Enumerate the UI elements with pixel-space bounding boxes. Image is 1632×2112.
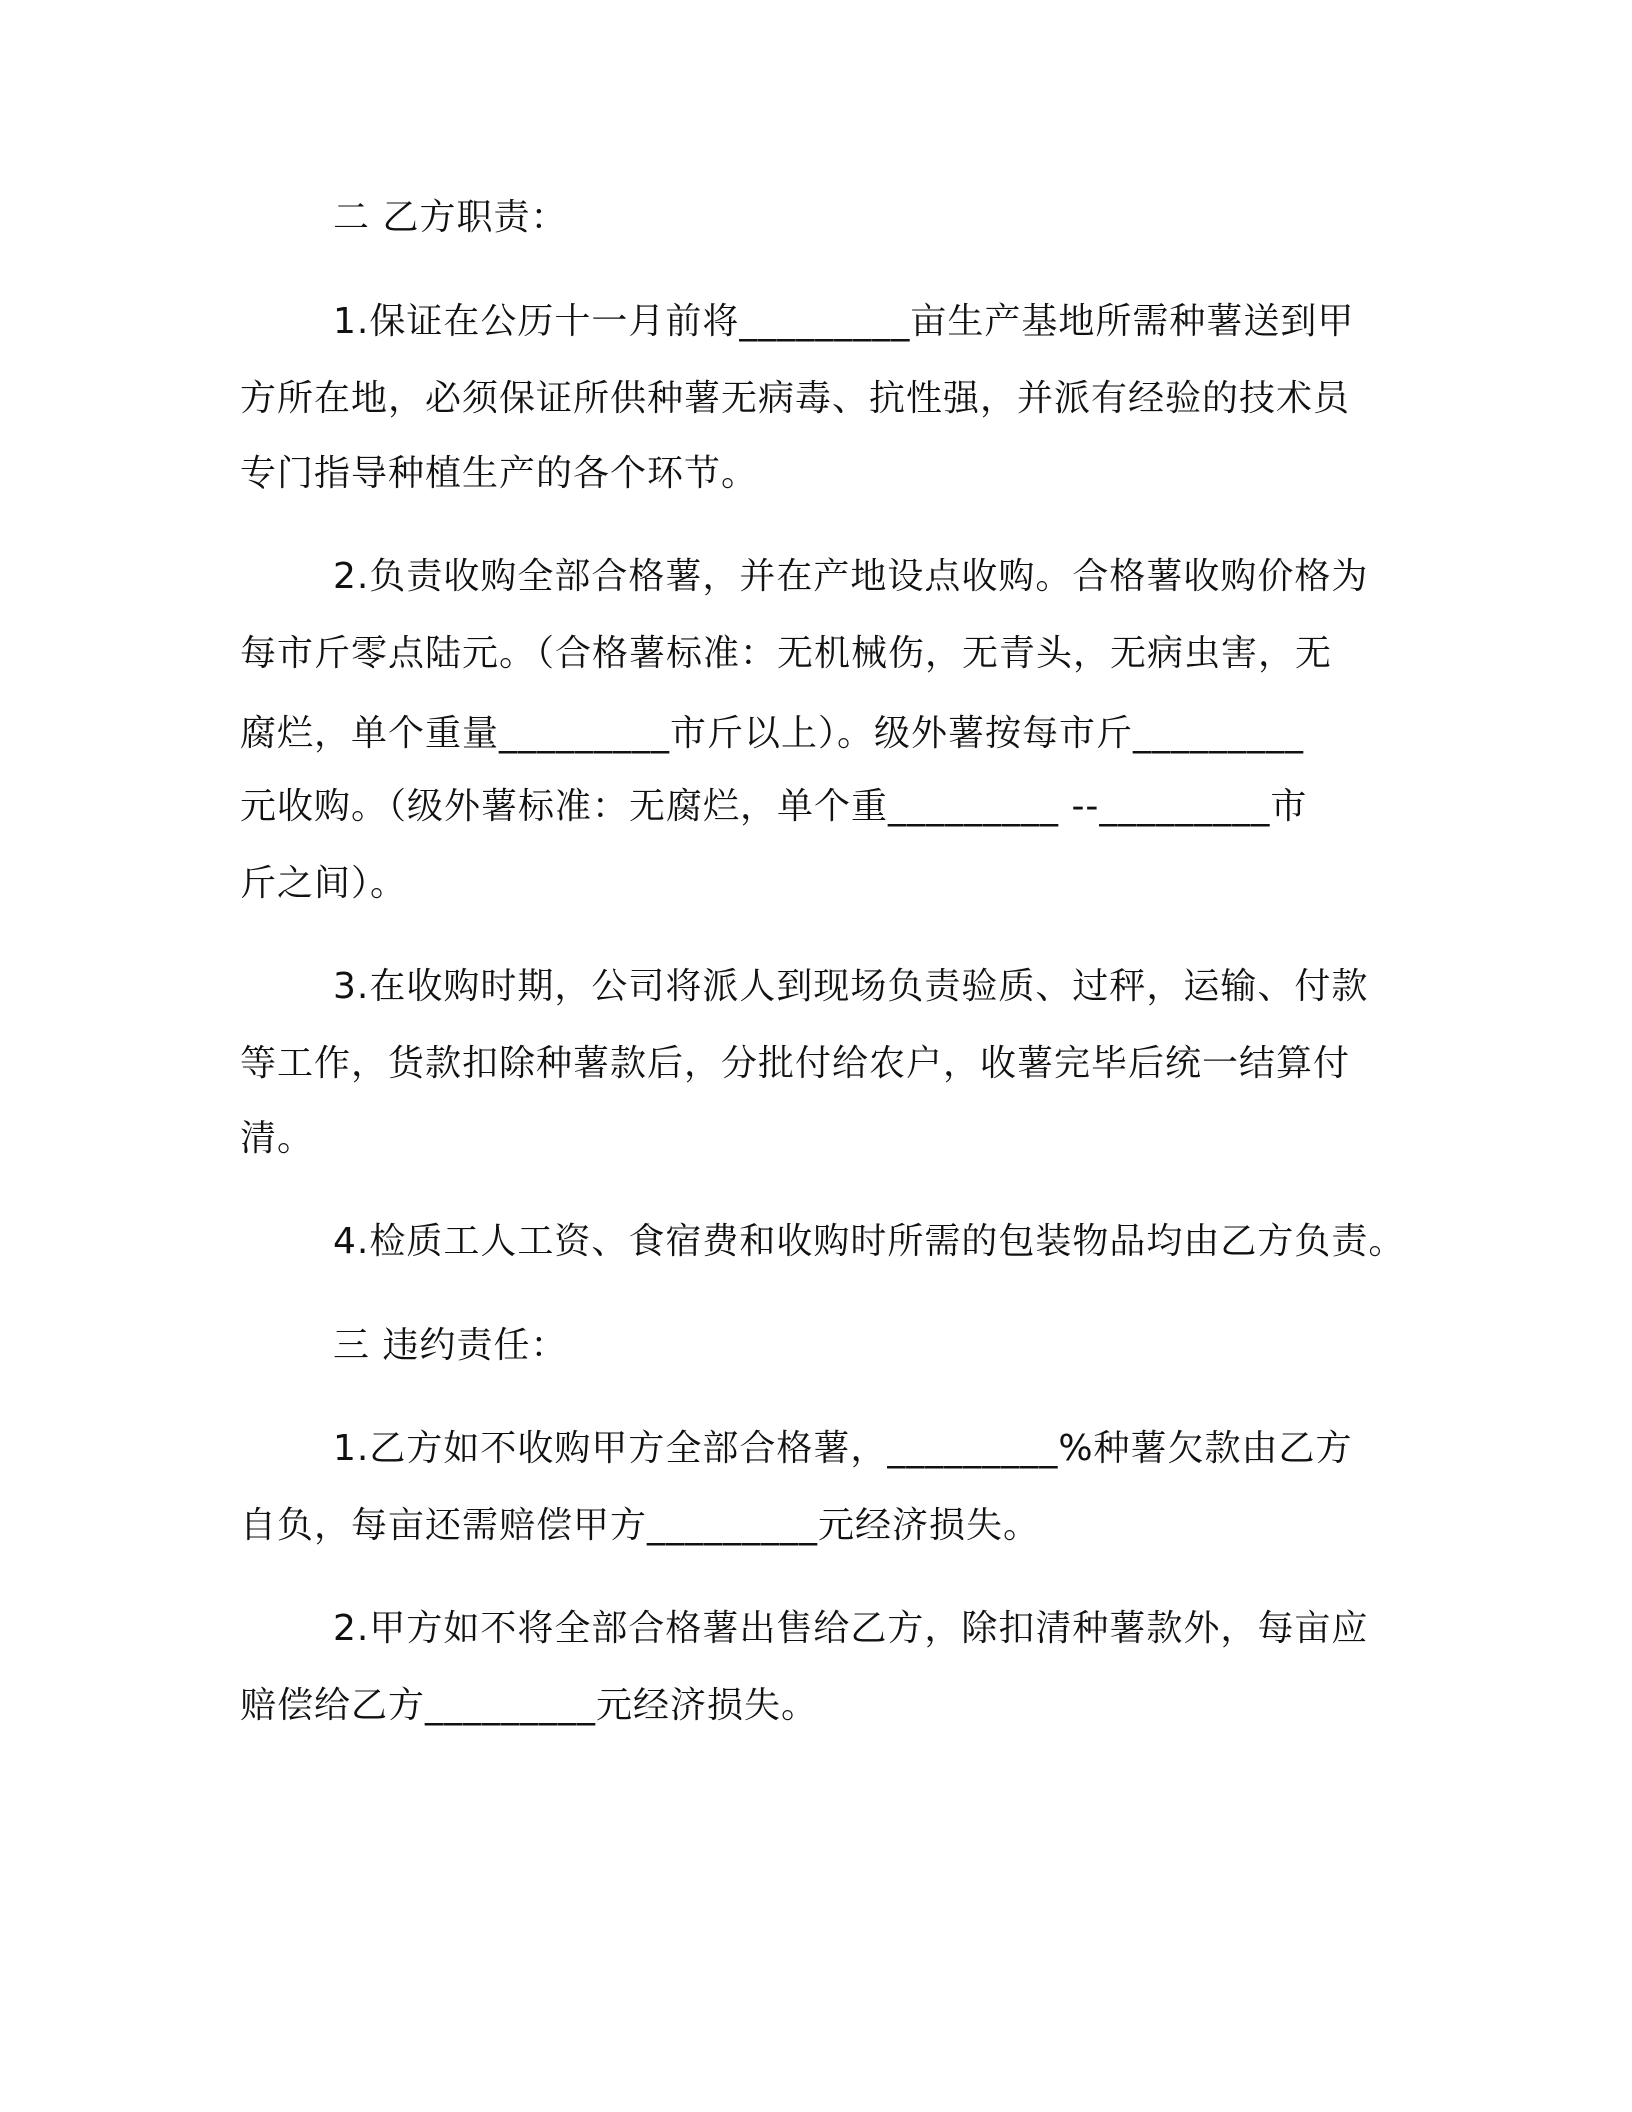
clause-2-line-3: 腐烂，单个重量_________市斤以上）。级外薯按每市斤_________ xyxy=(240,713,1305,754)
clause-2-line-1: 2.负责收购全部合格薯，并在产地设点收购。合格薯收购价格为 xyxy=(333,556,1369,597)
clause-1-line-1: 1.保证在公历十一月前将_________亩生产基地所需种薯送到甲 xyxy=(333,301,1355,342)
breach-clause-1-line-1: 1.乙方如不收购甲方全部合格薯，_________%种薯欠款由乙方 xyxy=(333,1428,1353,1469)
breach-clause-2-line-2: 赔偿给乙方_________元经济损失。 xyxy=(240,1685,819,1726)
clause-1-line-2: 方所在地，必须保证所供种薯无病毒、抗性强，并派有经验的技术员 xyxy=(240,378,1351,419)
clause-3-line-2: 等工作，货款扣除种薯款后，分批付给农户，收薯完毕后统一结算付 xyxy=(240,1043,1351,1084)
clause-2-line-2: 每市斤零点陆元。（合格薯标准：无机械伤，无青头，无病虫害，无 xyxy=(240,633,1333,674)
clause-1-line-3: 专门指导种植生产的各个环节。 xyxy=(240,453,759,494)
clause-3-line-3: 清。 xyxy=(240,1118,315,1159)
section-heading-breach-liability: 三 违约责任： xyxy=(333,1325,568,1366)
clause-2-line-4: 元收购。（级外薯标准：无腐烂，单个重_________ --_________市 xyxy=(240,786,1308,827)
clause-2-line-5: 斤之间）。 xyxy=(240,863,408,904)
breach-clause-1-line-2: 自负，每亩还需赔偿甲方_________元经济损失。 xyxy=(240,1505,1041,1546)
breach-clause-2-line-1: 2.甲方如不将全部合格薯出售给乙方，除扣清种薯款外，每亩应 xyxy=(333,1608,1369,1649)
section-heading-yifang-duties: 二 乙方职责： xyxy=(333,197,568,238)
clause-3-line-1: 3.在收购时期，公司将派人到现场负责验质、过秤，运输、付款 xyxy=(333,966,1369,1007)
clause-4-line-1: 4.检质工人工资、食宿费和收购时所需的包装物品均由乙方负责。 xyxy=(333,1221,1406,1262)
